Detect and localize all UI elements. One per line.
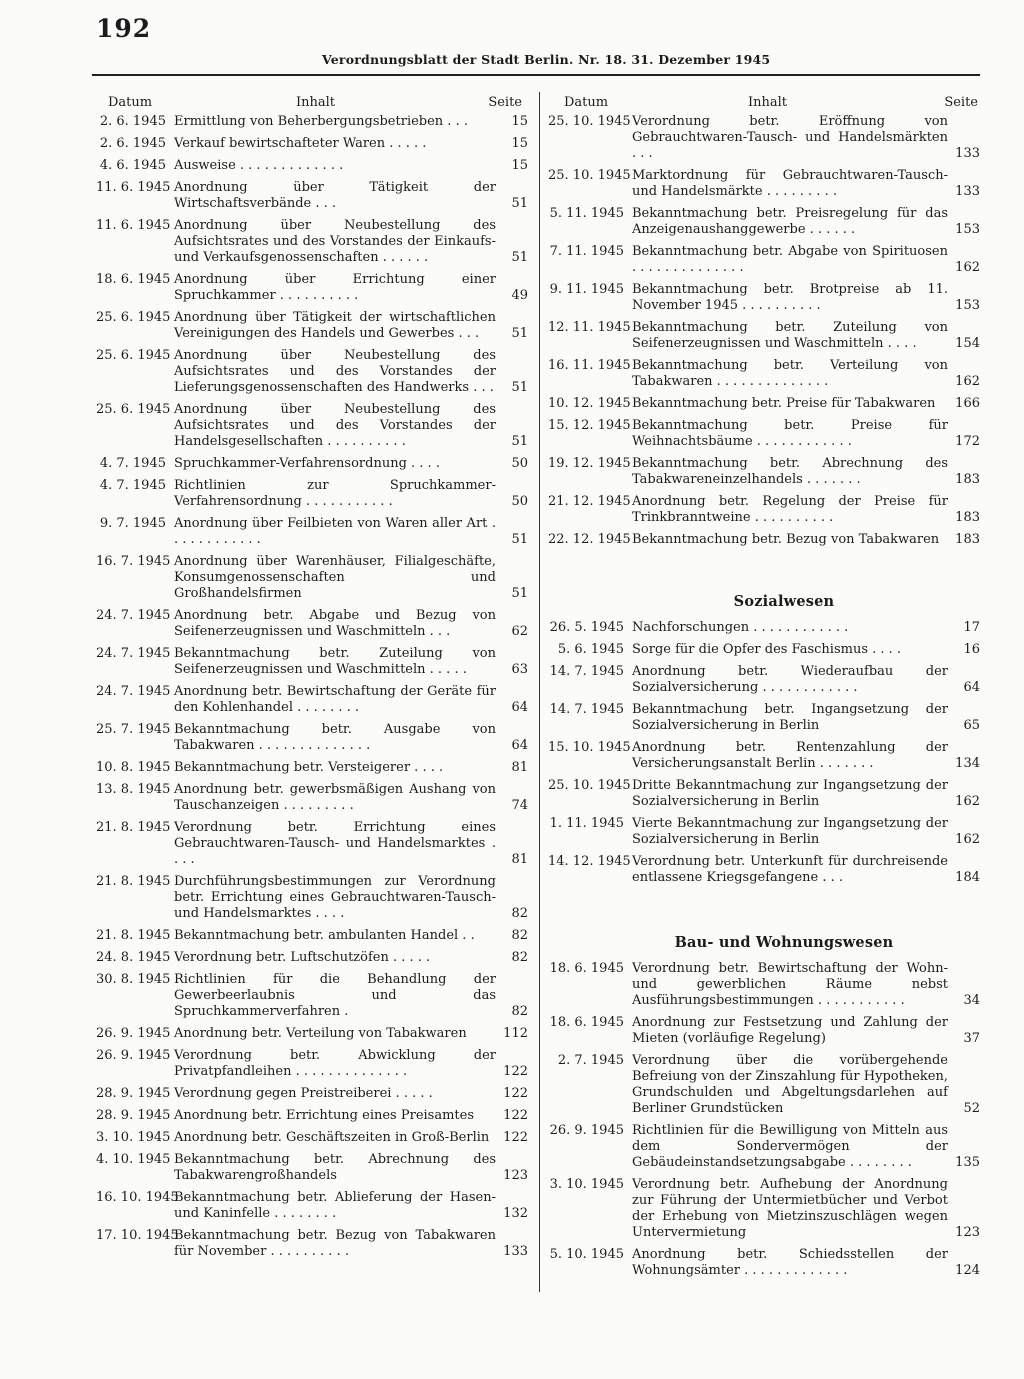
- entry-date: 18. 6. 1945: [96, 272, 171, 287]
- index-entry: [548, 532, 980, 548]
- entry-title: Anordnung über Neubestellung des Aufsichtsrates und des Vorstandes der Einkaufs- und Verkaufsgenossenschaften . . . . . .: [174, 218, 496, 265]
- entry-page-number: 37: [963, 1031, 980, 1046]
- entry-date: 3. 10. 1945: [549, 1177, 624, 1192]
- column-divider: [539, 92, 540, 1292]
- section-title-sozialwesen: Sozialwesen: [733, 593, 835, 610]
- entry-page-number: 51: [511, 532, 528, 547]
- entry-date: 10. 8. 1945: [96, 760, 171, 775]
- entry-title: Bekanntmachung betr. Ausgabe von Tabakwaren . . . . . . . . . . . . . .: [174, 722, 496, 753]
- index-entry: [96, 950, 528, 966]
- header-page: Seite: [488, 95, 522, 110]
- entry-page-number: 62: [511, 624, 528, 639]
- entry-title: Bekanntmachung betr. Verteilung von Tabakwaren . . . . . . . . . . . . . .: [632, 358, 948, 389]
- entry-page-number: 17: [963, 620, 980, 635]
- entry-date: 24. 7. 1945: [96, 608, 171, 623]
- entry-date: 4. 10. 1945: [96, 1152, 171, 1167]
- entry-page-number: 183: [955, 472, 980, 487]
- entry-title: Verordnung betr. Eröffnung von Gebrauchtwaren-Tausch- und Handelsmärkten . . .: [632, 114, 948, 161]
- entry-date: 16. 10. 1945: [96, 1190, 179, 1205]
- entry-date: 2. 6. 1945: [99, 114, 166, 129]
- entry-date: 30. 8. 1945: [96, 972, 171, 987]
- entry-title: Verordnung betr. Luftschutzöfen . . . . .: [174, 950, 431, 965]
- entry-title: Anordnung über Feilbieten von Waren aller Art . . . . . . . . . . . .: [174, 516, 496, 547]
- running-head: Verordnungsblatt der Stadt Berlin. Nr. 18. 31. Dezember 1945: [322, 52, 771, 67]
- entry-title: Bekanntmachung betr. Bezug von Tabakwaren für November . . . . . . . . . .: [174, 1228, 496, 1259]
- left-entry-list: [96, 114, 528, 1260]
- entry-title: Bekanntmachung betr. Preise für Tabakwaren: [632, 396, 936, 411]
- entry-date: 25. 6. 1945: [96, 348, 171, 363]
- entry-title: Bekanntmachung betr. Preise für Weihnachtsbäume . . . . . . . . . . . .: [632, 418, 948, 449]
- entry-date: 14. 7. 1945: [549, 702, 624, 717]
- entry-page-number: 50: [511, 494, 528, 509]
- index-entry: [96, 456, 528, 472]
- index-entry: [96, 684, 528, 716]
- index-entry: [96, 1228, 528, 1260]
- entry-title: Anordnung über Errichtung einer Spruchkammer . . . . . . . . . .: [174, 272, 496, 303]
- entry-page-number: 82: [511, 906, 528, 921]
- entry-page-number: 51: [511, 434, 528, 449]
- index-entry: [96, 1130, 528, 1146]
- entry-page-number: 132: [503, 1206, 528, 1221]
- index-entry: [548, 206, 980, 238]
- entry-date: 21. 8. 1945: [96, 820, 171, 835]
- index-entry: [96, 402, 528, 450]
- entry-date: 21. 8. 1945: [96, 928, 171, 943]
- entry-page-number: 51: [511, 196, 528, 211]
- entry-date: 7. 11. 1945: [549, 244, 624, 259]
- entry-title: Richtlinien für die Bewilligung von Mitteln aus dem Sondervermögen der Gebäudeinstandsetzungsabgabe . . . . . . . .: [632, 1123, 948, 1170]
- entry-date: 5. 11. 1945: [549, 206, 624, 221]
- entry-date: 18. 6. 1945: [549, 1015, 624, 1030]
- entry-title: Dritte Bekanntmachung zur Ingangsetzung der Sozialversicherung in Berlin: [632, 778, 948, 809]
- entry-date: 25. 10. 1945: [548, 778, 631, 793]
- entry-date: 18. 6. 1945: [549, 961, 624, 976]
- entry-page-number: 154: [955, 336, 980, 351]
- index-entry: [96, 646, 528, 678]
- entry-date: 14. 7. 1945: [549, 664, 624, 679]
- entry-page-number: 153: [955, 222, 980, 237]
- index-entry: [96, 874, 528, 922]
- entry-date: 15. 10. 1945: [548, 740, 631, 755]
- entry-date: 25. 6. 1945: [96, 402, 171, 417]
- index-entry: [548, 642, 980, 658]
- entry-title: Bekanntmachung betr. Ablieferung der Hasen- und Kaninfelle . . . . . . . .: [174, 1190, 496, 1221]
- entry-date: 9. 11. 1945: [549, 282, 624, 297]
- entry-page-number: 16: [963, 642, 980, 657]
- entry-date: 1. 11. 1945: [549, 816, 624, 831]
- entry-page-number: 133: [955, 146, 980, 161]
- index-entry: [96, 1048, 528, 1080]
- entry-date: 21. 8. 1945: [96, 874, 171, 889]
- entry-title: Verordnung betr. Abwicklung der Privatpfandleihen . . . . . . . . . . . . . .: [174, 1048, 496, 1079]
- entry-date: 14. 12. 1945: [548, 854, 631, 869]
- entry-date: 28. 9. 1945: [96, 1108, 171, 1123]
- entry-page-number: 166: [955, 396, 980, 411]
- entry-title: Ermittlung von Beherbergungsbetrieben . . .: [174, 114, 468, 129]
- index-entry: [96, 158, 528, 174]
- index-entry: [548, 418, 980, 450]
- entry-title: Anordnung betr. Regelung der Preise für Trinkbranntweine . . . . . . . . . .: [632, 494, 948, 525]
- entry-page-number: 51: [511, 380, 528, 395]
- entry-page-number: 82: [511, 950, 528, 965]
- entry-page-number: 34: [963, 993, 980, 1008]
- entry-page-number: 183: [955, 510, 980, 525]
- entry-title: Anordnung betr. Bewirtschaftung der Geräte für den Kohlenhandel . . . . . . . .: [174, 684, 496, 715]
- index-entry: [548, 1015, 980, 1047]
- entry-date: 26. 9. 1945: [96, 1048, 171, 1063]
- entry-page-number: 133: [503, 1244, 528, 1259]
- entry-page-number: 81: [511, 760, 528, 775]
- index-entry: [96, 272, 528, 304]
- header-rule: [92, 74, 980, 76]
- entry-date: 15. 12. 1945: [548, 418, 631, 433]
- entry-title: Anordnung über Tätigkeit der Wirtschaftsverbände . . .: [174, 180, 496, 211]
- entry-page-number: 162: [955, 374, 980, 389]
- entry-title: Anordnung über Neubestellung des Aufsichtsrates und des Vorstandes der Handelsgesellschaften . . . . . . . . . .: [174, 402, 496, 449]
- entry-title: Anordnung betr. Verteilung von Tabakwaren: [174, 1026, 467, 1041]
- entry-title: Marktordnung für Gebrauchtwaren-Tausch- und Handelsmärkte . . . . . . . . .: [632, 168, 948, 199]
- entry-date: 26. 5. 1945: [549, 620, 624, 635]
- index-entry: [548, 854, 980, 886]
- index-entry: [548, 494, 980, 526]
- entry-title: Sorge für die Opfer des Faschismus . . . .: [632, 642, 902, 657]
- header-content: Inhalt: [748, 95, 788, 110]
- entry-page-number: 51: [511, 586, 528, 601]
- entry-title: Bekanntmachung betr. Abrechnung des Tabakwareneinzelhandels . . . . . . .: [632, 456, 948, 487]
- index-entry: [96, 516, 528, 548]
- index-entry: [96, 760, 528, 776]
- entry-page-number: 64: [511, 738, 528, 753]
- entry-title: Ausweise . . . . . . . . . . . . .: [174, 158, 344, 173]
- entry-page-number: 135: [955, 1155, 980, 1170]
- page-number: 192: [96, 14, 152, 43]
- entry-date: 12. 11. 1945: [548, 320, 631, 335]
- entry-page-number: 153: [955, 298, 980, 313]
- entry-date: 11. 6. 1945: [96, 218, 171, 233]
- index-entry: [548, 396, 980, 412]
- entry-date: 16. 11. 1945: [548, 358, 631, 373]
- index-entry: [96, 1190, 528, 1222]
- entry-title: Verordnung betr. Aufhebung der Anordnung zur Führung der Untermietbücher und Verbot der Erhebung von Mietzinszuschlägen wegen Untervermietung: [632, 1177, 948, 1240]
- entry-page-number: 50: [511, 456, 528, 471]
- entry-title: Anordnung betr. Wiederaufbau der Sozialversicherung . . . . . . . . . . . .: [632, 664, 948, 695]
- entry-title: Verordnung gegen Preistreiberei . . . . .: [174, 1086, 433, 1101]
- entry-title: Bekanntmachung betr. Ingangsetzung der Sozialversicherung in Berlin: [632, 702, 948, 733]
- entry-page-number: 82: [511, 928, 528, 943]
- entry-title: Anordnung betr. Rentenzahlung der Versicherungsanstalt Berlin . . . . . . .: [632, 740, 948, 771]
- entry-title: Nachforschungen . . . . . . . . . . . .: [632, 620, 849, 635]
- entry-title: Bekanntmachung betr. ambulanten Handel . .: [174, 928, 475, 943]
- left-column-header: [96, 92, 528, 114]
- entry-date: 3. 10. 1945: [96, 1130, 171, 1145]
- entry-title: Verordnung betr. Errichtung eines Gebrauchtwaren-Tausch- und Handelsmarktes . . . .: [174, 820, 496, 867]
- entry-date: 25. 10. 1945: [548, 168, 631, 183]
- entry-page-number: 112: [503, 1026, 528, 1041]
- index-entry: [96, 1026, 528, 1042]
- index-entry: [548, 358, 980, 390]
- entry-title: Anordnung zur Festsetzung und Zahlung der Mieten (vorläufige Regelung): [632, 1015, 948, 1046]
- right-entry-list: [548, 114, 980, 548]
- entry-date: 13. 8. 1945: [96, 782, 171, 797]
- entry-page-number: 122: [503, 1086, 528, 1101]
- entry-date: 25. 10. 1945: [548, 114, 631, 129]
- entry-title: Anordnung betr. gewerbsmäßigen Aushang von Tauschanzeigen . . . . . . . . .: [174, 782, 496, 813]
- entry-title: Richtlinien zur Spruchkammer-Verfahrensordnung . . . . . . . . . . .: [174, 478, 496, 509]
- entry-page-number: 74: [511, 798, 528, 813]
- entry-page-number: 162: [955, 832, 980, 847]
- entry-date: 5. 6. 1945: [557, 642, 624, 657]
- entry-title: Anordnung betr. Abgabe und Bezug von Seifenerzeugnissen und Waschmitteln . . .: [174, 608, 496, 639]
- entry-page-number: 134: [955, 756, 980, 771]
- entry-date: 4. 6. 1945: [99, 158, 166, 173]
- index-entry: [96, 928, 528, 944]
- entry-title: Anordnung betr. Schiedsstellen der Wohnungsämter . . . . . . . . . . . . .: [632, 1247, 948, 1278]
- index-entry: [96, 820, 528, 868]
- entry-date: 4. 7. 1945: [99, 456, 166, 471]
- entry-date: 16. 7. 1945: [96, 554, 171, 569]
- sozialwesen-entry-list: [548, 620, 980, 886]
- index-entry: [96, 1108, 528, 1124]
- header-content: Inhalt: [296, 95, 336, 110]
- entry-page-number: 51: [511, 250, 528, 265]
- entry-page-number: 123: [955, 1225, 980, 1240]
- entry-page-number: 124: [955, 1263, 980, 1278]
- index-entry: [96, 348, 528, 396]
- index-entry: [96, 310, 528, 342]
- entry-page-number: 162: [955, 794, 980, 809]
- index-entry: [548, 114, 980, 162]
- entry-date: 25. 7. 1945: [96, 722, 171, 737]
- entry-page-number: 64: [963, 680, 980, 695]
- entry-page-number: 172: [955, 434, 980, 449]
- entry-page-number: 133: [955, 184, 980, 199]
- entry-page-number: 51: [511, 326, 528, 341]
- entry-title: Anordnung über Neubestellung des Aufsichtsrates und des Vorstandes der Lieferungsgenossenschaften des Handwerks . . .: [174, 348, 496, 395]
- entry-title: Bekanntmachung betr. Bezug von Tabakwaren: [632, 532, 940, 547]
- entry-page-number: 162: [955, 260, 980, 275]
- entry-date: 2. 6. 1945: [99, 136, 166, 151]
- entry-date: 9. 7. 1945: [99, 516, 166, 531]
- left-column: [96, 92, 528, 1266]
- bauwesen-entry-list: [548, 961, 980, 1279]
- entry-page-number: 15: [511, 136, 528, 151]
- entry-date: 22. 12. 1945: [548, 532, 631, 547]
- entry-date: 2. 7. 1945: [557, 1053, 624, 1068]
- entry-page-number: 122: [503, 1064, 528, 1079]
- entry-title: Bekanntmachung betr. Abgabe von Spirituosen . . . . . . . . . . . . . .: [632, 244, 948, 275]
- index-entry: [96, 218, 528, 266]
- entry-title: Bekanntmachung betr. Preisregelung für das Anzeigenaushanggewerbe . . . . . .: [632, 206, 948, 237]
- entry-page-number: 122: [503, 1108, 528, 1123]
- index-entry: [96, 1086, 528, 1102]
- index-entry: [548, 816, 980, 848]
- entry-date: 11. 6. 1945: [96, 180, 171, 195]
- index-entry: [96, 136, 528, 152]
- entry-date: 26. 9. 1945: [549, 1123, 624, 1138]
- entry-title: Anordnung über Warenhäuser, Filialgeschäfte, Konsumgenossenschaften und Großhandelsfirmen: [174, 554, 496, 601]
- index-entry: [548, 664, 980, 696]
- entry-page-number: 123: [503, 1168, 528, 1183]
- entry-page-number: 49: [511, 288, 528, 303]
- index-entry: [96, 1152, 528, 1184]
- index-entry: [96, 478, 528, 510]
- entry-page-number: 183: [955, 532, 980, 547]
- entry-date: 24. 8. 1945: [96, 950, 171, 965]
- entry-page-number: 52: [963, 1101, 980, 1116]
- index-entry: [548, 702, 980, 734]
- entry-date: 4. 7. 1945: [99, 478, 166, 493]
- entry-title: Bekanntmachung betr. Zuteilung von Seifenerzeugnissen und Waschmitteln . . . . .: [174, 646, 496, 677]
- index-entry: [548, 1053, 980, 1117]
- index-entry: [548, 740, 980, 772]
- index-entry: [96, 180, 528, 212]
- entry-title: Bekanntmachung betr. Zuteilung von Seifenerzeugnissen und Waschmitteln . . . .: [632, 320, 948, 351]
- entry-title: Verkauf bewirtschafteter Waren . . . . .: [174, 136, 427, 151]
- right-column: [548, 92, 980, 1285]
- header-page: Seite: [944, 95, 978, 110]
- entry-page-number: 64: [511, 700, 528, 715]
- entry-date: 24. 7. 1945: [96, 646, 171, 661]
- entry-date: 26. 9. 1945: [96, 1026, 171, 1041]
- entry-date: 10. 12. 1945: [548, 396, 631, 411]
- index-entry: [548, 282, 980, 314]
- index-entry: [96, 608, 528, 640]
- entry-title: Anordnung betr. Errichtung eines Preisamtes: [174, 1108, 475, 1123]
- entry-title: Verordnung betr. Bewirtschaftung der Wohn- und gewerblichen Räume nebst Ausführungsbestimmungen . . . . . . . . . . .: [632, 961, 948, 1008]
- entry-page-number: 122: [503, 1130, 528, 1145]
- entry-date: 21. 12. 1945: [548, 494, 631, 509]
- index-entry: [548, 1247, 980, 1279]
- entry-title: Vierte Bekanntmachung zur Ingangsetzung der Sozialversicherung in Berlin: [632, 816, 948, 847]
- index-entry: [548, 456, 980, 488]
- index-entry: [548, 244, 980, 276]
- entry-title: Durchführungsbestimmungen zur Verordnung betr. Errichtung eines Gebrauchtwaren-Tausch- und Handelsmarktes . . . .: [174, 874, 496, 921]
- index-entry: [96, 554, 528, 602]
- right-column-header: [548, 92, 980, 114]
- entry-title: Anordnung über Tätigkeit der wirtschaftlichen Vereinigungen des Handels und Gewerbes . . .: [174, 310, 496, 341]
- header-date: Datum: [108, 95, 153, 110]
- index-entry: [548, 620, 980, 636]
- entry-page-number: 81: [511, 852, 528, 867]
- index-entry: [96, 782, 528, 814]
- entry-date: 19. 12. 1945: [548, 456, 631, 471]
- entry-title: Bekanntmachung betr. Versteigerer . . . .: [174, 760, 444, 775]
- entry-page-number: 184: [955, 870, 980, 885]
- index-entry: [548, 1177, 980, 1241]
- index-entry: [96, 114, 528, 130]
- index-entry: [548, 961, 980, 1009]
- entry-title: Verordnung über die vorübergehende Befreiung von der Zinszahlung für Hypotheken, Grundschulden und Abgeltungsdarlehen auf Berliner Grundstücken: [632, 1053, 948, 1116]
- entry-page-number: 63: [511, 662, 528, 677]
- entry-date: 28. 9. 1945: [96, 1086, 171, 1101]
- entry-date: 17. 10. 1945: [96, 1228, 179, 1243]
- index-entry: [96, 722, 528, 754]
- index-entry: [96, 972, 528, 1020]
- entry-page-number: 82: [511, 1004, 528, 1019]
- header-date: Datum: [564, 95, 609, 110]
- entry-title: Richtlinien für die Behandlung der Gewerbeerlaubnis und das Spruchkammerverfahren .: [174, 972, 496, 1019]
- entry-date: 24. 7. 1945: [96, 684, 171, 699]
- entry-date: 5. 10. 1945: [549, 1247, 624, 1262]
- entry-title: Spruchkammer-Verfahrensordnung . . . .: [174, 456, 440, 471]
- entry-title: Verordnung betr. Unterkunft für durchreisende entlassene Kriegsgefangene . . .: [632, 854, 948, 885]
- entry-date: 25. 6. 1945: [96, 310, 171, 325]
- index-entry: [548, 168, 980, 200]
- entry-title: Anordnung betr. Geschäftszeiten in Groß-Berlin: [174, 1130, 490, 1145]
- entry-page-number: 15: [511, 158, 528, 173]
- entry-title: Bekanntmachung betr. Brotpreise ab 11. November 1945 . . . . . . . . . .: [632, 282, 948, 313]
- section-title-bauwesen: Bau- und Wohnungswesen: [674, 934, 894, 951]
- index-entry: [548, 1123, 980, 1171]
- entry-page-number: 65: [963, 718, 980, 733]
- entry-page-number: 15: [511, 114, 528, 129]
- entry-title: Bekanntmachung betr. Abrechnung des Tabakwarengroßhandels: [174, 1152, 496, 1183]
- index-entry: [548, 778, 980, 810]
- index-entry: [548, 320, 980, 352]
